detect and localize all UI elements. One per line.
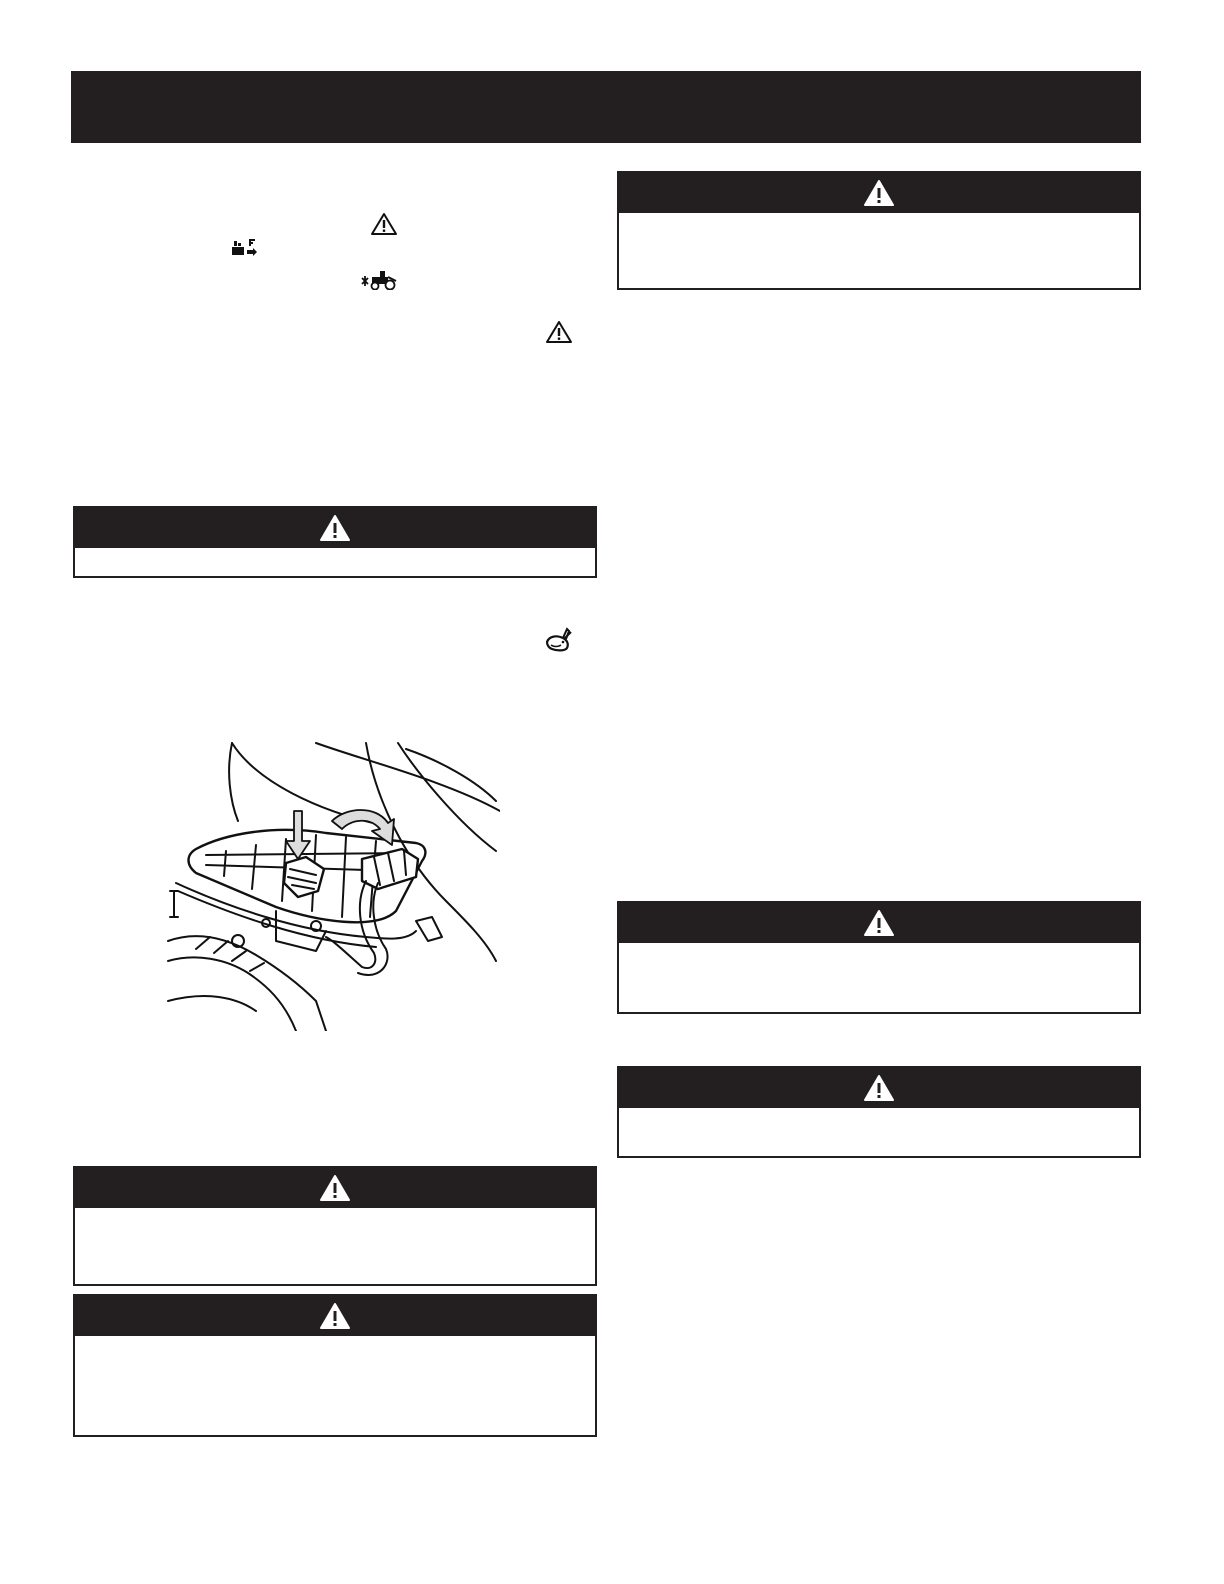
warning-triangle-icon — [863, 909, 895, 937]
warning-outline-icon — [545, 320, 573, 344]
warning-triangle-icon — [319, 1302, 351, 1330]
warning-box — [617, 1066, 1141, 1158]
rabbit-fast-icon — [543, 626, 573, 654]
warning-box-header — [619, 173, 1139, 213]
warning-triangle-icon — [319, 514, 351, 542]
warning-triangle-icon — [863, 179, 895, 207]
warning-triangle-icon — [319, 1174, 351, 1202]
tractor-blade-icon — [360, 268, 398, 290]
warning-box — [73, 1166, 597, 1286]
warning-box — [73, 506, 597, 578]
foot-pedals-illustration — [166, 741, 500, 1031]
warning-box-header — [619, 903, 1139, 943]
warning-box-header — [75, 1168, 595, 1208]
section-header-bar — [71, 71, 1141, 143]
warning-box — [73, 1294, 597, 1437]
warning-box-header — [619, 1068, 1139, 1108]
warning-box — [617, 171, 1141, 290]
warning-box-header — [75, 508, 595, 548]
warning-box — [617, 901, 1141, 1014]
warning-outline-icon — [370, 212, 398, 236]
warning-triangle-icon — [863, 1074, 895, 1102]
warning-box-header — [75, 1296, 595, 1336]
fuel-forward-icon — [230, 238, 258, 260]
